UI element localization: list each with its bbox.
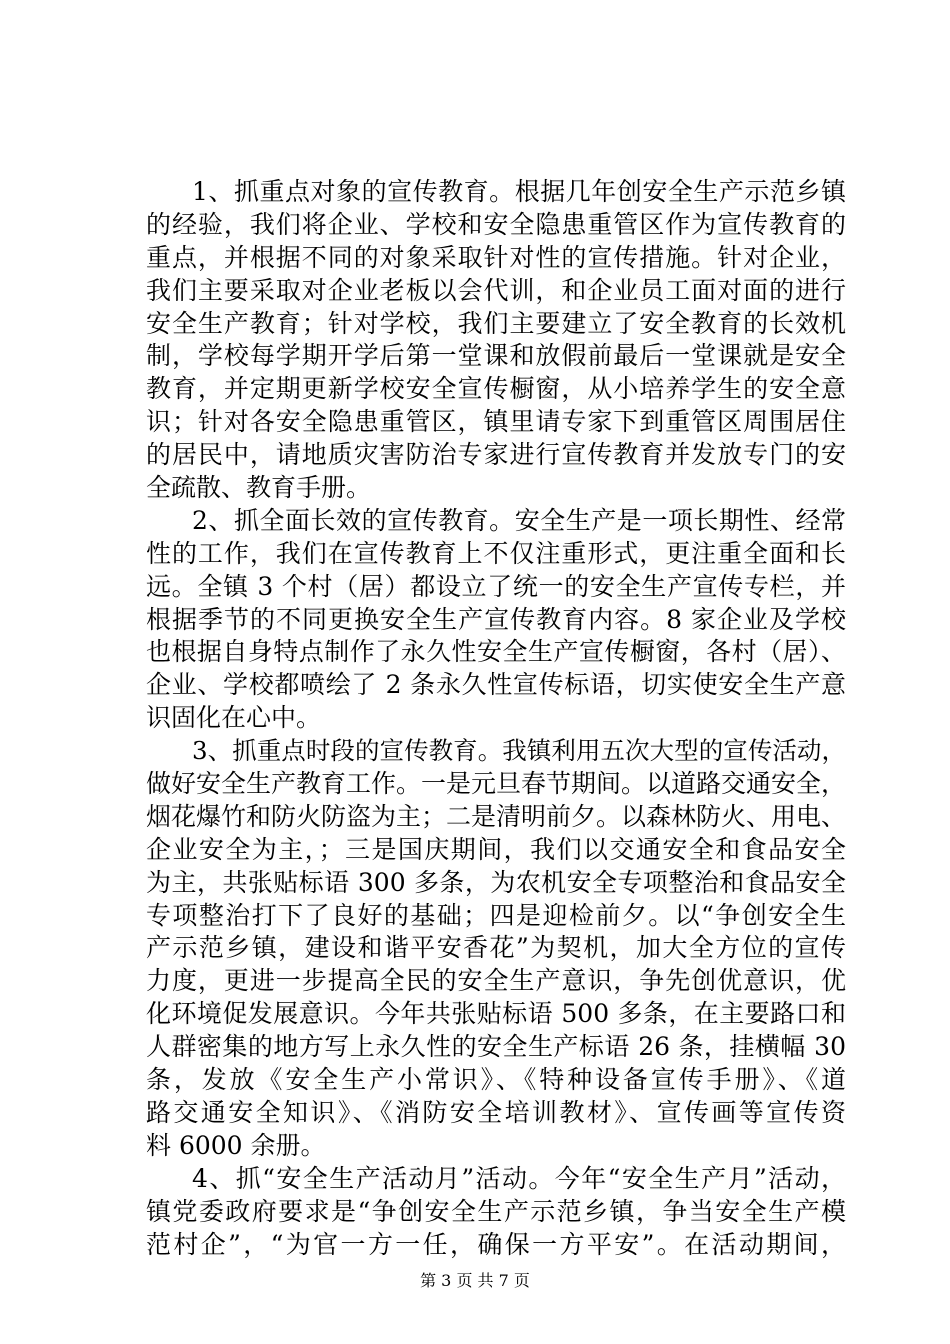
text-line: 为主，共张贴标语 300 多条，为农机安全专项整治和食品安全: [146, 867, 846, 897]
text-line: 的居民中，请地质灾害防治专家进行宣传教育并发放专门的安: [146, 440, 846, 470]
text-line: 路交通安全知识》、《消防安全培训教材》、宣传画等宣传资: [146, 1097, 846, 1127]
text-line: 3、抓重点时段的宣传教育。我镇利用五次大型的宣传活动，: [192, 736, 846, 766]
text-line: 做好安全生产教育工作。一是元旦春节期间。以道路交通安全，: [146, 769, 847, 799]
text-line: 安全生产教育；针对学校，我们主要建立了安全教育的长效机: [146, 308, 846, 338]
text-line: 根据季节的不同更换安全生产宣传教育内容。8 家企业及学校: [146, 604, 846, 634]
text-line: 制，学校每学期开学后第一堂课和放假前最后一堂课就是安全: [146, 341, 846, 371]
text-line: 远。全镇 3 个村（居）都设立了统一的安全生产宣传专栏，并: [146, 571, 846, 601]
text-line: 1、抓重点对象的宣传教育。根据几年创安全生产示范乡镇: [192, 177, 846, 206]
text-line: 识固化在心中。: [146, 703, 322, 733]
text-line: 企业、学校都喷绘了 2 条永久性宣传标语，切实使安全生产意: [146, 670, 846, 700]
text-line: 人群密集的地方写上永久性的安全生产标语 26 条，挂横幅 30: [146, 1032, 846, 1062]
text-line: 专项整治打下了良好的基础；四是迎检前夕。以“争创安全生: [146, 900, 846, 930]
text-line: 4、抓“安全生产活动月”活动。今年“安全生产月”活动，: [192, 1163, 846, 1193]
text-line: 性的工作，我们在宣传教育上不仅注重形式，更注重全面和长: [146, 538, 846, 568]
text-line: 镇党委政府要求是“争创安全生产示范乡镇，争当安全生产模: [146, 1196, 846, 1226]
text-line: 也根据自身特点制作了永久性安全生产宣传橱窗，各村（居）、: [146, 637, 846, 667]
text-line: 全疏散、教育手册。: [146, 473, 372, 503]
text-line: 我们主要采取对企业老板以会代训，和企业员工面对面的进行: [146, 275, 846, 305]
text-line: 的经验，我们将企业、学校和安全隐患重管区作为宣传教育的: [146, 209, 846, 239]
document-body: [146, 176, 846, 1261]
text-line: 重点，并根据不同的对象采取针对性的宣传措施。针对企业，: [146, 242, 846, 272]
page-footer: 第 3 页 共 7 页: [420, 1271, 530, 1290]
text-line: 烟花爆竹和防火防盗为主；二是清明前夕。以森林防火、用电、: [146, 801, 847, 831]
text-line: 化环境促发展意识。今年共张贴标语 500 多条，在主要路口和: [146, 999, 846, 1029]
text-line: 识；针对各安全隐患重管区，镇里请专家下到重管区周围居住: [146, 407, 846, 437]
text-line: 力度，更进一步提高全民的安全生产意识，争先创优意识，优: [146, 966, 846, 996]
text-line: 2、抓全面长效的宣传教育。安全生产是一项长期性、经常: [192, 505, 846, 535]
text-line: 企业安全为主，；三是国庆期间，我们以交通安全和食品安全: [146, 834, 846, 864]
text-line: 教育，并定期更新学校安全宣传橱窗，从小培养学生的安全意: [146, 374, 846, 404]
text-line: 范村企”，“为官一方一任，确保一方平安”。在活动期间，: [146, 1229, 846, 1259]
text-line: 产示范乡镇，建设和谐平安香花”为契机，加大全方位的宣传: [146, 933, 846, 963]
text-line: 料 6000 余册。: [146, 1130, 326, 1160]
text-line: 条，发放《安全生产小常识》、《特种设备宣传手册》、《道: [146, 1065, 846, 1095]
